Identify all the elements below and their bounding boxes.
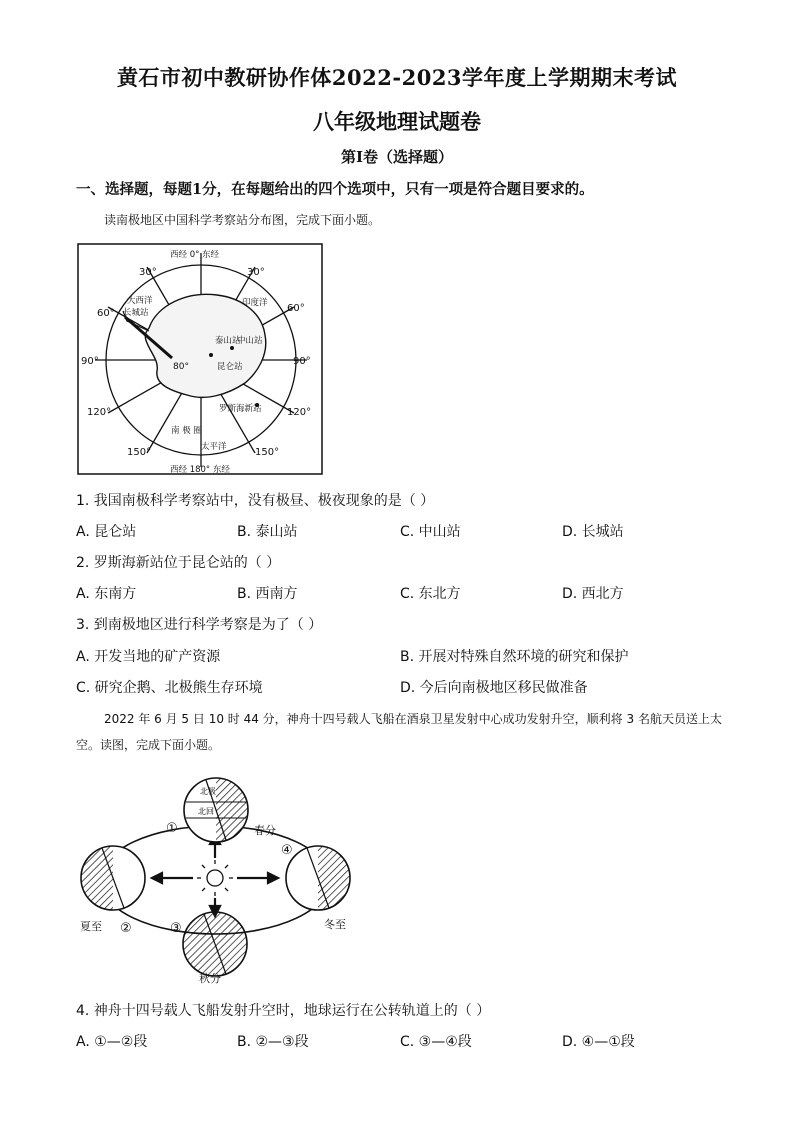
orbit-marker-1: ① — [166, 821, 178, 836]
q1-option-b[interactable]: B. 泰山站 — [237, 524, 298, 540]
label-atlantic: 大西洋 — [127, 296, 153, 306]
label-indian-ocean: 印度洋 — [242, 298, 268, 308]
q1-option-c[interactable]: C. 中山站 — [400, 524, 461, 540]
q1-option-a[interactable]: A. 昆仑站 — [76, 524, 137, 540]
label-kunlun: 昆仑站 — [217, 362, 243, 372]
q2-option-a[interactable]: A. 东南方 — [76, 586, 137, 602]
lon-right-120: 120° — [287, 407, 312, 418]
q4-option-b[interactable]: B. ②—③段 — [237, 1034, 309, 1050]
q3-option-b[interactable]: B. 开展对特殊自然环境的研究和保护 — [400, 649, 629, 665]
lat-80-label: 80° — [173, 362, 189, 372]
lon-right-60: 60° — [287, 303, 305, 314]
q4-option-a[interactable]: A. ①—②段 — [76, 1034, 148, 1050]
q4-option-c[interactable]: C. ③—④段 — [400, 1034, 472, 1050]
exam-subtitle: 八年级地理试题卷 — [313, 109, 481, 134]
orbit-marker-4: ④ — [281, 843, 293, 858]
summer-solstice-label: 夏至 — [80, 920, 102, 933]
lon-left-150: 150° — [127, 447, 152, 458]
orbit-marker-2: ② — [120, 921, 132, 936]
north-pole-label: 北极 — [200, 787, 216, 796]
question-3: 3. 到南极地区进行科学考察是为了（ ） — [76, 617, 323, 633]
lon-right-30: 30° — [247, 267, 265, 278]
q1-option-d[interactable]: D. 长城站 — [562, 524, 624, 540]
label-pacific: 太平洋 — [201, 442, 227, 452]
lon-left-60: 60° — [97, 308, 115, 319]
label-antarctic-circle: 南 极 圈 — [171, 426, 202, 436]
north-circle-label: 北回 — [198, 807, 214, 816]
section-heading: 一、选择题，每题1分，在每题给出的四个选项中，只有一项是符合题目要求的。 — [76, 181, 594, 198]
q2-option-c[interactable]: C. 东北方 — [400, 586, 461, 602]
lon-right-150: 150° — [255, 447, 280, 458]
spring-equinox-label: 春分 — [254, 824, 276, 837]
question-2: 2. 罗斯海新站位于昆仑站的（ ） — [76, 555, 281, 571]
map-bottom-label: 西经 180° 东经 — [170, 465, 230, 475]
map-top-label: 西经 0° 东经 — [170, 250, 220, 260]
q3-option-c[interactable]: C. 研究企鹅、北极熊生存环境 — [76, 680, 263, 696]
autumn-equinox-label: 秋分 — [199, 972, 221, 984]
label-ross-sea: 罗斯海新站 — [219, 404, 262, 414]
label-zhongshan: 中山站 — [237, 336, 263, 346]
passage-shenzhou: 2022 年 6 月 5 日 10 时 44 分，神舟十四号载人飞船在酒泉卫星发射中心成功发射升空，顺利将 3 名航天员送上太空。读图，完成下面小题。 — [76, 712, 722, 752]
earth-orbit-diagram — [78, 772, 353, 984]
lon-left-90: 90° — [81, 356, 99, 367]
exam-title: 黄石市初中教研协作体2022-2023学年度上学期期末考试 — [116, 65, 678, 90]
q4-option-d[interactable]: D. ④—①段 — [562, 1034, 635, 1050]
label-taishan: 泰山站 — [215, 336, 241, 346]
orbit-marker-3: ③ — [170, 921, 182, 936]
lon-left-30: 30° — [139, 267, 157, 278]
lon-right-90: 90° — [293, 356, 311, 367]
label-changcheng: 长城站 — [123, 308, 149, 318]
q3-option-d[interactable]: D. 今后向南极地区移民做准备 — [400, 680, 588, 696]
q3-option-a[interactable]: A. 开发当地的矿产资源 — [76, 649, 221, 665]
question-1: 1. 我国南极科学考察站中，没有极昼、极夜现象的是（ ） — [76, 493, 435, 509]
q2-option-d[interactable]: D. 西北方 — [562, 586, 624, 602]
question-4: 4. 神舟十四号载人飞船发射升空时，地球运行在公转轨道上的（ ） — [76, 1003, 491, 1019]
antarctic-station-map — [77, 243, 323, 475]
volume-label: 第I卷（选择题） — [340, 148, 454, 166]
winter-solstice-label: 冬至 — [324, 918, 346, 931]
q2-option-b[interactable]: B. 西南方 — [237, 586, 298, 602]
lon-left-120: 120° — [87, 407, 112, 418]
map-intro: 读南极地区中国科学考察站分布图，完成下面小题。 — [104, 213, 381, 227]
